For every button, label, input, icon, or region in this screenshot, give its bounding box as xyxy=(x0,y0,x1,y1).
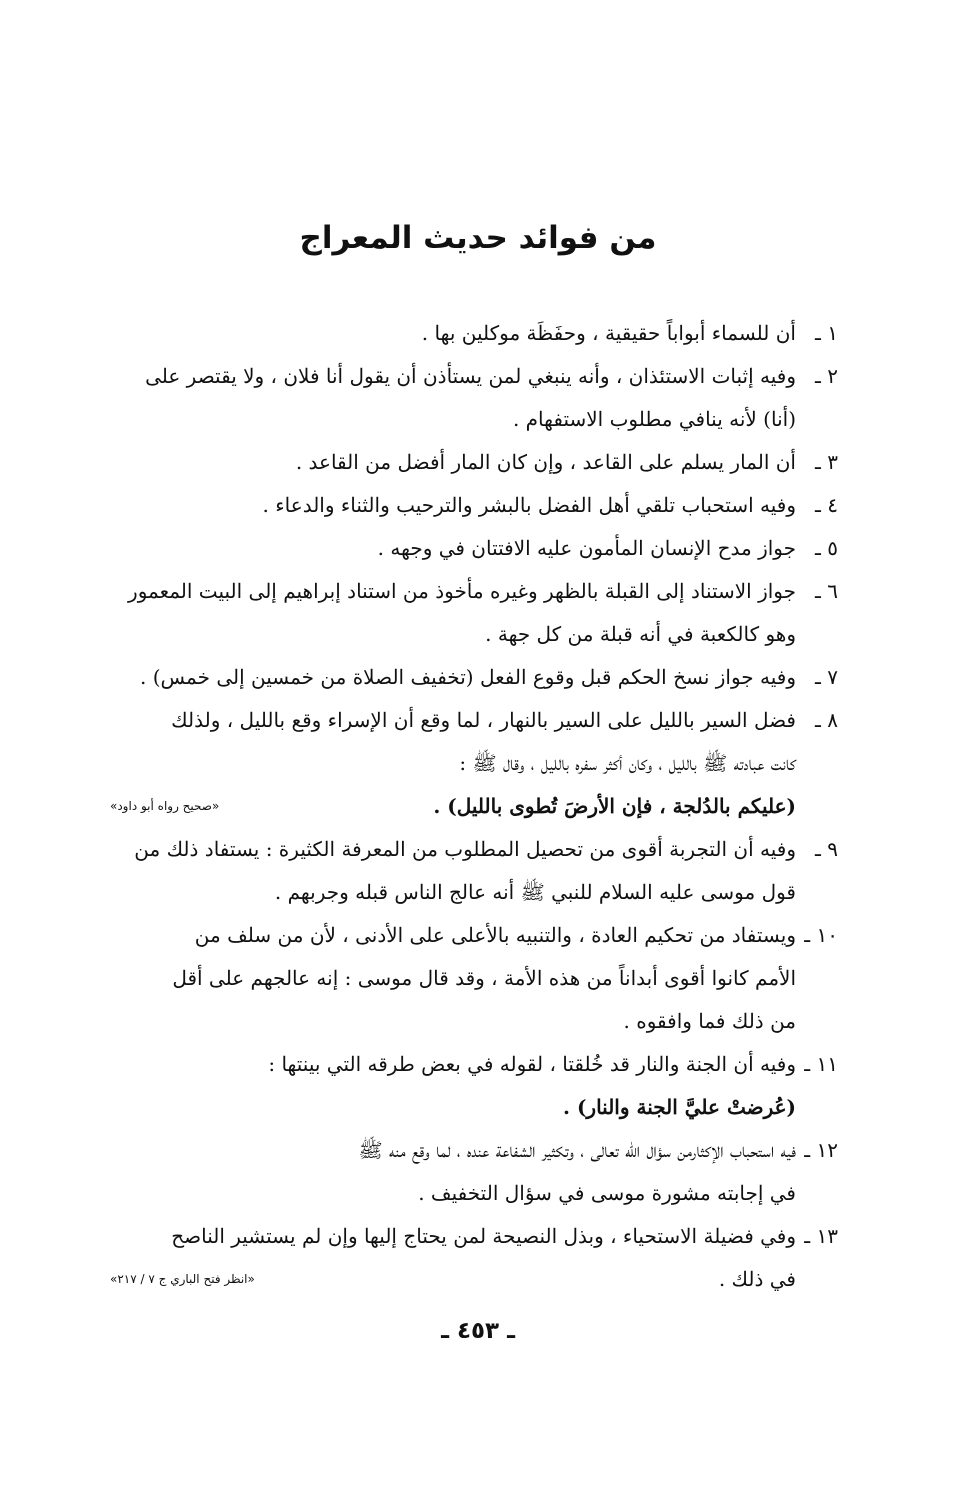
list-item xyxy=(110,1129,838,1215)
source-reference: «صحيح رواه أبو داود» xyxy=(110,799,220,813)
list-item xyxy=(110,441,838,484)
item-number: ١١ ـ xyxy=(804,1052,838,1076)
item-number: ٢ ـ xyxy=(815,364,838,388)
list-item xyxy=(110,527,838,570)
item-number: ١٠ ـ xyxy=(804,923,838,947)
item-text-line: جواز الاستناد إلى القبلة بالظهر وغيره مأخوذ من استناد إبراهيم إلى البيت المعمور xyxy=(128,579,796,603)
item-text-line: أن للسماء أبواباً حقيقية ، وحفَظَة موكلين بها . xyxy=(421,321,796,345)
item-text-line: فضل السير بالليل على السير بالنهار ، لما وقع أن الإسراء وقع بالليل ، ولذلك xyxy=(171,708,796,732)
list-item xyxy=(110,1043,838,1129)
item-number: ١٢ ـ xyxy=(804,1138,838,1162)
item-number: ٤ ـ xyxy=(815,493,838,517)
item-number: ٦ ـ xyxy=(815,579,838,603)
item-text-line: جواز مدح الإنسان المأمون عليه الافتتان في وجهه . xyxy=(377,536,796,560)
list-item xyxy=(110,312,838,355)
item-number: ٥ ـ xyxy=(815,536,838,560)
item-number: ٨ ـ xyxy=(815,708,838,732)
source-reference: «انظر فتح الباري ج ٧ / ٢١٧» xyxy=(110,1272,255,1286)
item-number: ١٣ ـ xyxy=(804,1224,838,1248)
item-text-line: وهو كالكعبة في أنه قبلة من كل جهة . xyxy=(485,622,796,646)
item-text-line: أن المار يسلم على القاعد ، وإن كان المار أفضل من القاعد . xyxy=(295,450,796,474)
item-number: ٩ ـ xyxy=(815,837,838,861)
list-item xyxy=(110,1215,838,1301)
item-text-line: وفيه أن التجربة أقوى من تحصيل المطلوب من المعرفة الكثيرة : يستفاد ذلك من xyxy=(134,837,796,861)
item-text-line: (أنا) لأنه ينافي مطلوب الاستفهام . xyxy=(512,407,796,431)
list-item xyxy=(110,484,838,527)
list-item xyxy=(110,570,838,656)
item-quote: (عُرضتْ عليَّ الجنة والنار) . xyxy=(563,1095,796,1119)
item-text-line: الأمم كانوا أقوى أبداناً من هذه الأمة ، وقد قال موسى : إنه عالجهم على أقل xyxy=(172,966,796,990)
item-text-line: كانت عبادته ﷺ بالليل ، وكان أكثر سفره بالليل ، وقال ﷺ : xyxy=(459,751,796,775)
item-text-line: وفيه أن الجنة والنار قد خُلقتا ، لقوله في بعض طرقه التي بينتها : xyxy=(268,1052,796,1076)
benefits-list xyxy=(110,312,838,1301)
list-item xyxy=(110,355,838,441)
item-text-line: وفيه جواز نسخ الحكم قبل وقوع الفعل (تخفيف الصلاة من خمسين إلى خمس) . xyxy=(140,665,796,689)
item-number: ١ ـ xyxy=(815,321,838,345)
item-text-line: ويستفاد من تحكيم العادة ، والتنبيه بالأعلى على الأدنى ، لأن من سلف من xyxy=(194,923,796,947)
item-row-with-reference xyxy=(110,1258,796,1301)
list-item xyxy=(110,699,838,828)
list-item xyxy=(110,914,838,1043)
page-number: ـ ٤٥٣ ـ xyxy=(441,1318,515,1344)
item-text-line: من ذلك فما وافقوه . xyxy=(623,1009,796,1033)
item-text-line: وفيه إثبات الاستئذان ، وأنه ينبغي لمن يستأذن أن يقول أنا فلان ، ولا يقتصر على xyxy=(145,364,796,388)
item-text-line: قول موسى عليه السلام للنبي ﷺ أنه عالج الناس قبله وجربهم . xyxy=(274,880,796,904)
item-text-line: في إجابته مشورة موسى في سؤال التخفيف . xyxy=(418,1181,796,1205)
item-row-with-reference xyxy=(110,785,796,828)
list-item xyxy=(110,828,838,914)
item-text-tail: في ذلك . xyxy=(718,1267,796,1291)
item-text-line: وفي فضيلة الاستحياء ، وبذل النصيحة لمن يحتاج إليها وإن لم يستشير الناصح xyxy=(171,1224,796,1248)
item-text-line: فيه استحباب الإكثارمن سؤال الله تعالى ، وتكثير الشفاعة عنده ، لما وقع منه ﷺ xyxy=(358,1138,796,1162)
item-number: ٧ ـ xyxy=(815,665,838,689)
item-quote: (عليكم بالدُلجة ، فإن الأرضَ تُطوى بالليل) . xyxy=(433,794,796,818)
item-text-line: وفيه استحباب تلقي أهل الفضل بالبشر والترحيب والثناء والدعاء . xyxy=(262,493,796,517)
list-item xyxy=(110,656,838,699)
page-title: من فوائد حديث المعراج xyxy=(299,220,657,256)
item-number: ٣ ـ xyxy=(815,450,838,474)
